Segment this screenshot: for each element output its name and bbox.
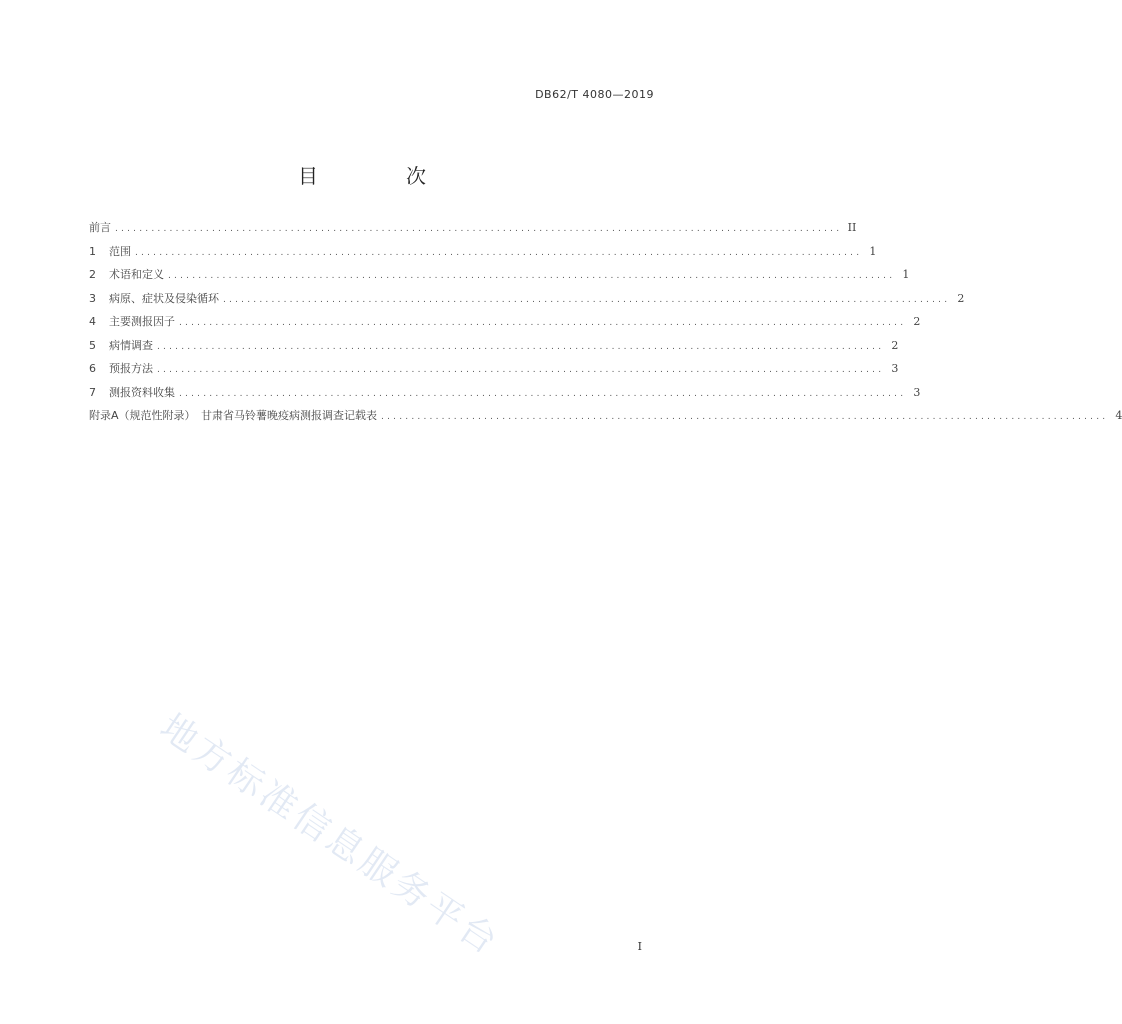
- toc-dot-leader: ........................................................................................................................: [179, 318, 907, 328]
- toc-entry-number: 3: [89, 291, 96, 305]
- toc-dot-leader: ........................................................................................................................: [179, 388, 907, 399]
- toc-entry-number: 5: [89, 338, 96, 352]
- toc-entry-page: II: [847, 221, 857, 234]
- toc-entry-label: 预报方法: [109, 362, 153, 375]
- toc-entry-number: 7: [89, 385, 96, 399]
- toc-entry-label: 主要测报因子: [109, 315, 175, 328]
- toc-entry-number: 1: [89, 244, 96, 258]
- toc-entry-forecast[interactable]: [89, 360, 899, 384]
- toc-dot-leader: ........................................................................................................................: [381, 412, 1109, 422]
- toc-dot-leader: ........................................................................................................................: [115, 224, 843, 234]
- document-code: DB62/T 4080—2019: [535, 88, 654, 101]
- toc-entry-page: 2: [957, 291, 965, 305]
- toc-entry-terms[interactable]: [89, 266, 910, 290]
- toc-entry-label: 测报资料收集: [109, 385, 175, 399]
- toc-entry-number: 6: [89, 362, 96, 375]
- toc-dot-leader: ........................................................................................................................: [168, 271, 896, 281]
- table-of-contents: [89, 219, 1122, 431]
- toc-entry-label: 附录A（规范性附录） 甘肃省马铃薯晚疫病测报调查记载表: [89, 409, 378, 422]
- toc-entry-survey[interactable]: [89, 337, 899, 361]
- toc-dot-leader: ........................................................................................................................: [135, 247, 863, 258]
- toc-entry-page: 1: [902, 268, 910, 281]
- toc-entry-page: 3: [913, 385, 921, 399]
- toc-entry-data-collection[interactable]: [89, 384, 921, 408]
- page-title: 目 次: [298, 164, 460, 188]
- toc-entry-number: 4: [89, 315, 96, 328]
- toc-entry-label: 病情调查: [109, 338, 153, 352]
- toc-entry-label: 病原、症状及侵染循环: [109, 291, 219, 305]
- toc-dot-leader: ........................................................................................................................: [223, 294, 951, 305]
- toc-entry-factors[interactable]: [89, 313, 921, 337]
- toc-entry-foreword[interactable]: [89, 219, 857, 243]
- toc-entry-page: 2: [891, 338, 899, 352]
- toc-dot-leader: ........................................................................................................................: [157, 365, 885, 375]
- watermark: 地方标准信息服务平台: [152, 706, 508, 965]
- toc-entry-page: 2: [913, 315, 921, 328]
- toc-entry-pathogen[interactable]: [89, 290, 965, 314]
- toc-entry-scope[interactable]: [89, 243, 877, 267]
- toc-entry-label: 术语和定义: [109, 268, 164, 281]
- toc-entry-number: 2: [89, 268, 96, 281]
- toc-entry-page: 3: [891, 362, 899, 375]
- page-number: I: [637, 940, 642, 953]
- toc-entry-appendix-a[interactable]: [89, 407, 1122, 431]
- toc-entry-label: 前言: [89, 221, 111, 234]
- toc-dot-leader: ........................................................................................................................: [157, 341, 885, 352]
- toc-entry-page: 1: [869, 244, 877, 258]
- toc-entry-label: 范围: [109, 244, 131, 258]
- toc-entry-page: 4: [1115, 409, 1122, 422]
